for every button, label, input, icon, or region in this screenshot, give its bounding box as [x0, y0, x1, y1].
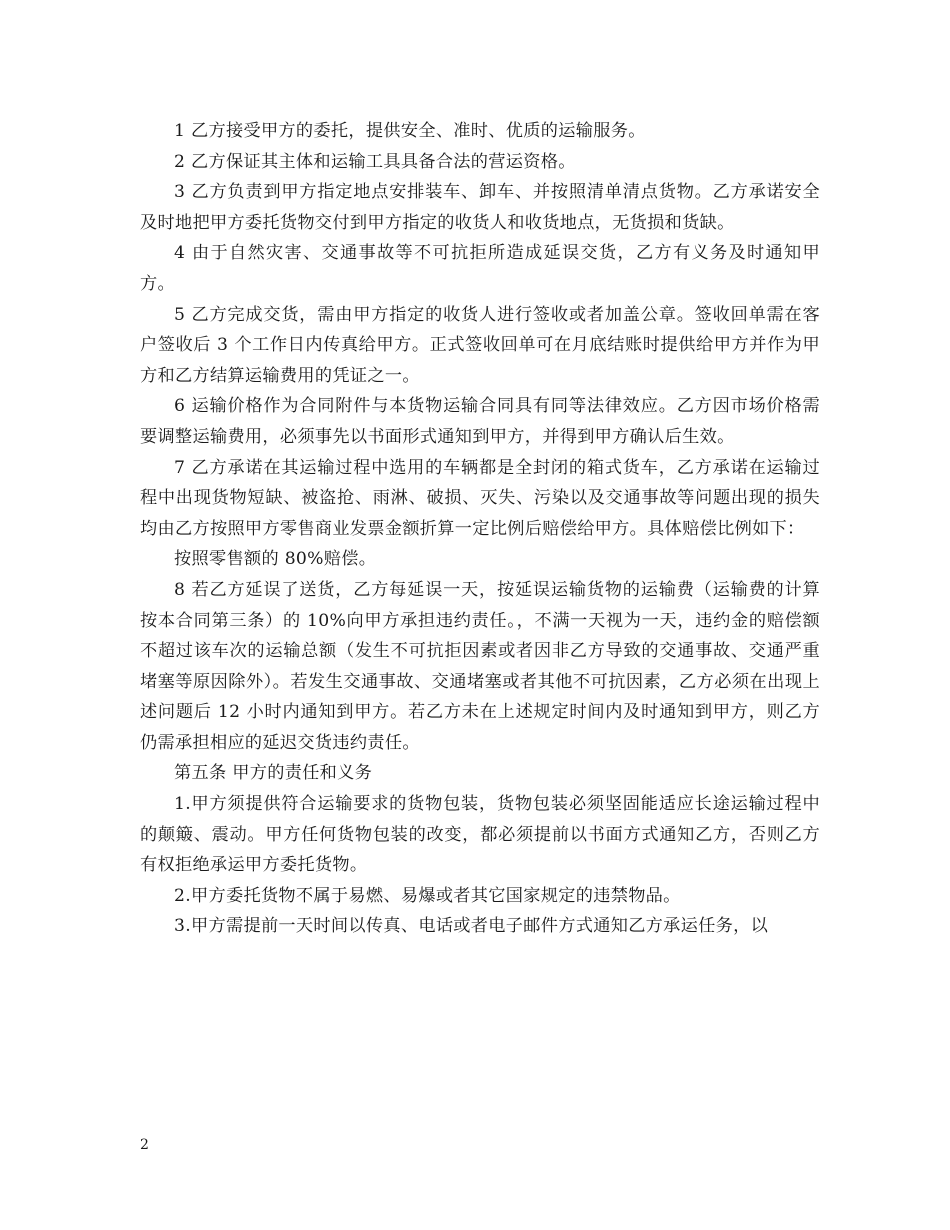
paragraph-8: 8 若乙方延误了送货，乙方每延误一天，按延误运输货物的运输费（运输费的计算按本合同第三条）的 10%向甲方承担违约责任。，不满一天视为一天，违约金的赔偿额不超过该车次的运输总额（发生不可抗拒因素或者因非乙方导致的交通事故、交通严重堵塞等原因除外）。若发生交通事故、交通堵塞或者其他不可抗因素，乙方必须在出现上述问题后 12 小时内通知到甲方。若乙方未在上述规定时间内及时通知到甲方，则乙方仍需承担相应的延迟交货违约责任。 [140, 579, 820, 753]
paragraph-1: 1 乙方接受甲方的委托，提供安全、准时、优质的运输服务。 [174, 121, 646, 141]
paragraph-party-a-3: 3.甲方需提前一天时间以传真、电话或者电子邮件方式通知乙方承运任务，以 [174, 916, 769, 937]
paragraph-2: 2 乙方保证其主体和运输工具具备合法的营运资格。 [174, 151, 576, 172]
paragraph-compensation-ratio: 按照零售额的 80%赔偿。 [174, 549, 377, 570]
paragraph-6: 6 运输价格作为合同附件与本货物运输合同具有同等法律效应。乙方因市场价格需要调整运输费用，必须事先以书面形式通知到甲方，并得到甲方确认后生效。 [140, 396, 820, 447]
paragraph-party-a-2: 2.甲方委托货物不属于易燃、易爆或者其它国家规定的违禁物品。 [174, 885, 681, 906]
paragraph-7: 7 乙方承诺在其运输过程中选用的车辆都是全封闭的箱式货车，乙方承诺在运输过程中出现货物短缺、被盗抢、雨淋、破损、灭失、污染以及交通事故等问题出现的损失均由乙方按照甲方零售商业发票金额折算一定比例后赔偿给甲方。具体赔偿比例如下： [140, 457, 820, 539]
paragraph-party-a-1: 1.甲方须提供符合运输要求的货物包装，货物包装必须坚固能适应长途运输过程中的颠簸、震动。甲方任何货物包装的改变，都必须提前以书面方式通知乙方，否则乙方有权拒绝承运甲方委托货物。 [140, 794, 820, 876]
paragraph-4: 4 由于自然灾害、交通事故等不可抗拒所造成延误交货，乙方有义务及时通知甲方。 [140, 243, 820, 294]
document-body [140, 116, 820, 942]
paragraph-3: 3 乙方负责到甲方指定地点安排装车、卸车、并按照清单清点货物。乙方承诺安全及时地把甲方委托货物交付到甲方指定的收货人和收货地点，无货损和货缺。 [140, 182, 820, 233]
paragraph-5: 5 乙方完成交货，需由甲方指定的收货人进行签收或者加盖公章。签收回单需在客户签收后 3 个工作日内传真给甲方。正式签收回单可在月底结账时提供给甲方并作为甲方和乙方结算运输费用的凭证之一。 [140, 304, 820, 386]
page-number: 2 [140, 1137, 149, 1153]
section-heading-article-5: 第五条 甲方的责任和义务 [174, 763, 373, 784]
